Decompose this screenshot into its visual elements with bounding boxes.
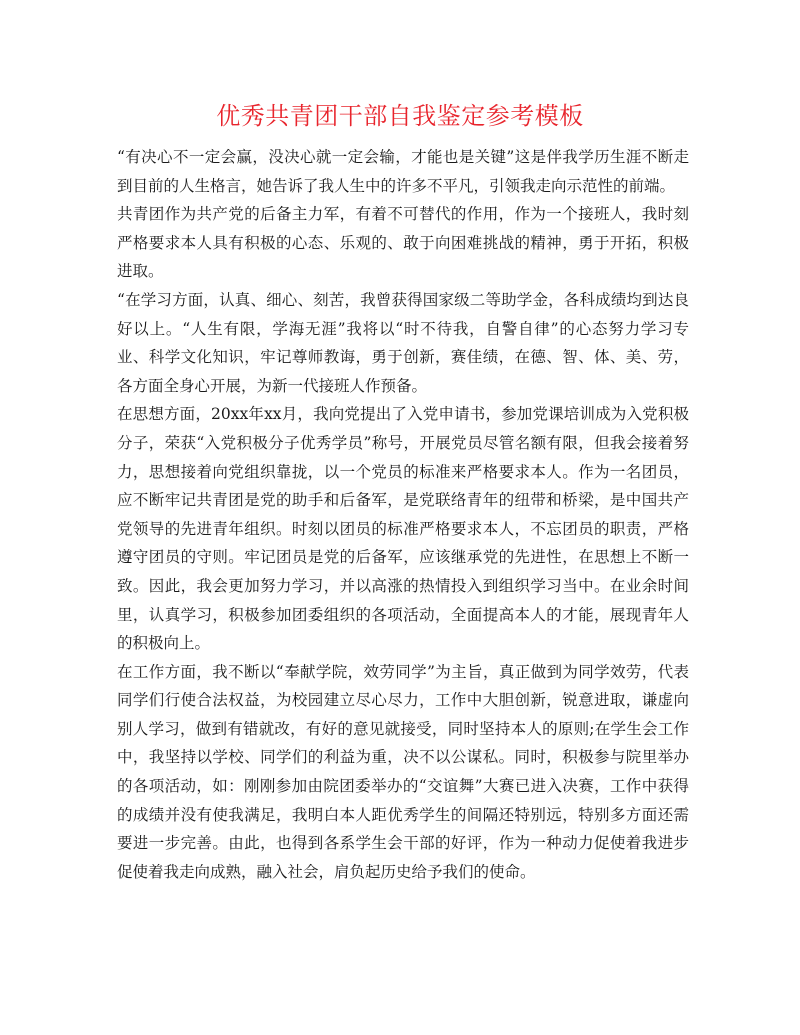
paragraph-motto: “有决心不一定会赢，没决心就一定会输，才能也是关键”这是伴我学历生涯不断走到目前的人生格言，她告诉了我人生中的许多不平凡，引领我走向示范性的前端。 <box>117 148 689 195</box>
document-title: 优秀共青团干部自我鉴定参考模板 <box>216 102 584 130</box>
paragraph-study: “在学习方面，认真、细心、刻苦，我曾获得国家级二等助学金，各科成绩均到达良好以上。“人生有限，学海无涯”我将以“时不待我，自警自律”的心态努力学习专业、科学文化知识，牢记尊师教诲，勇于创新，赛佳绩，在德、智、体、美、劳，各方面全身心开展，为新一代接班人作预备。 <box>117 290 689 395</box>
document-body <box>117 143 689 886</box>
paragraph-work: 在工作方面，我不断以“奉献学院，效劳同学”为主旨，真正做到为同学效劳，代表同学们行使合法权益，为校园建立尽心尽力，工作中大胆创新，锐意进取，谦虚向别人学习，做到有错就改，有好的意见就接受，同时坚持本人的原则;在学生会工作中，我坚持以学校、同学们的利益为重，决不以公谋私。同时，积极参与院里举办的各项活动，如：刚刚参加由院团委举办的“交谊舞”大赛已进入决赛，工作中获得的成绩并没有使我满足，我明白本人距优秀学生的间隔还特别远，特别多方面还需要进一步完善。由此，也得到各系学生会干部的好评，作为一种动力促使着我进步促使着我走向成熟，融入社会，肩负起历史给予我们的使命。 <box>117 662 689 881</box>
paragraph-ideology: 在思想方面，20xx年xx月，我向党提出了入党申请书，参加党课培训成为入党积极分子，荣获“入党积极分子优秀学员”称号，开展党员尽管名额有限，但我会接着努力，思想接着向党组织靠拢，以一个党员的标准来严格要求本人。作为一名团员，应不断牢记共青团是党的助手和后备军，是党联络青年的纽带和桥梁，是中国共产党领导的先进青年组织。时刻以团员的标准严格要求本人，不忘团员的职责，严格遵守团员的守则。牢记团员是党的后备军，应该继承党的先进性，在思想上不断一致。因此，我会更加努力学习，并以高涨的热情投入到组织学习当中。在业余时间里，认真学习，积极参加团委组织的各项活动，全面提高本人的才能，展现青年人的积极向上。 <box>117 405 689 653</box>
paragraph-league-role: 共青团作为共产党的后备主力军，有着不可替代的作用，作为一个接班人，我时刻严格要求本人具有积极的心态、乐观的、敢于向困难挑战的精神，勇于开拓，积极进取。 <box>117 205 689 281</box>
